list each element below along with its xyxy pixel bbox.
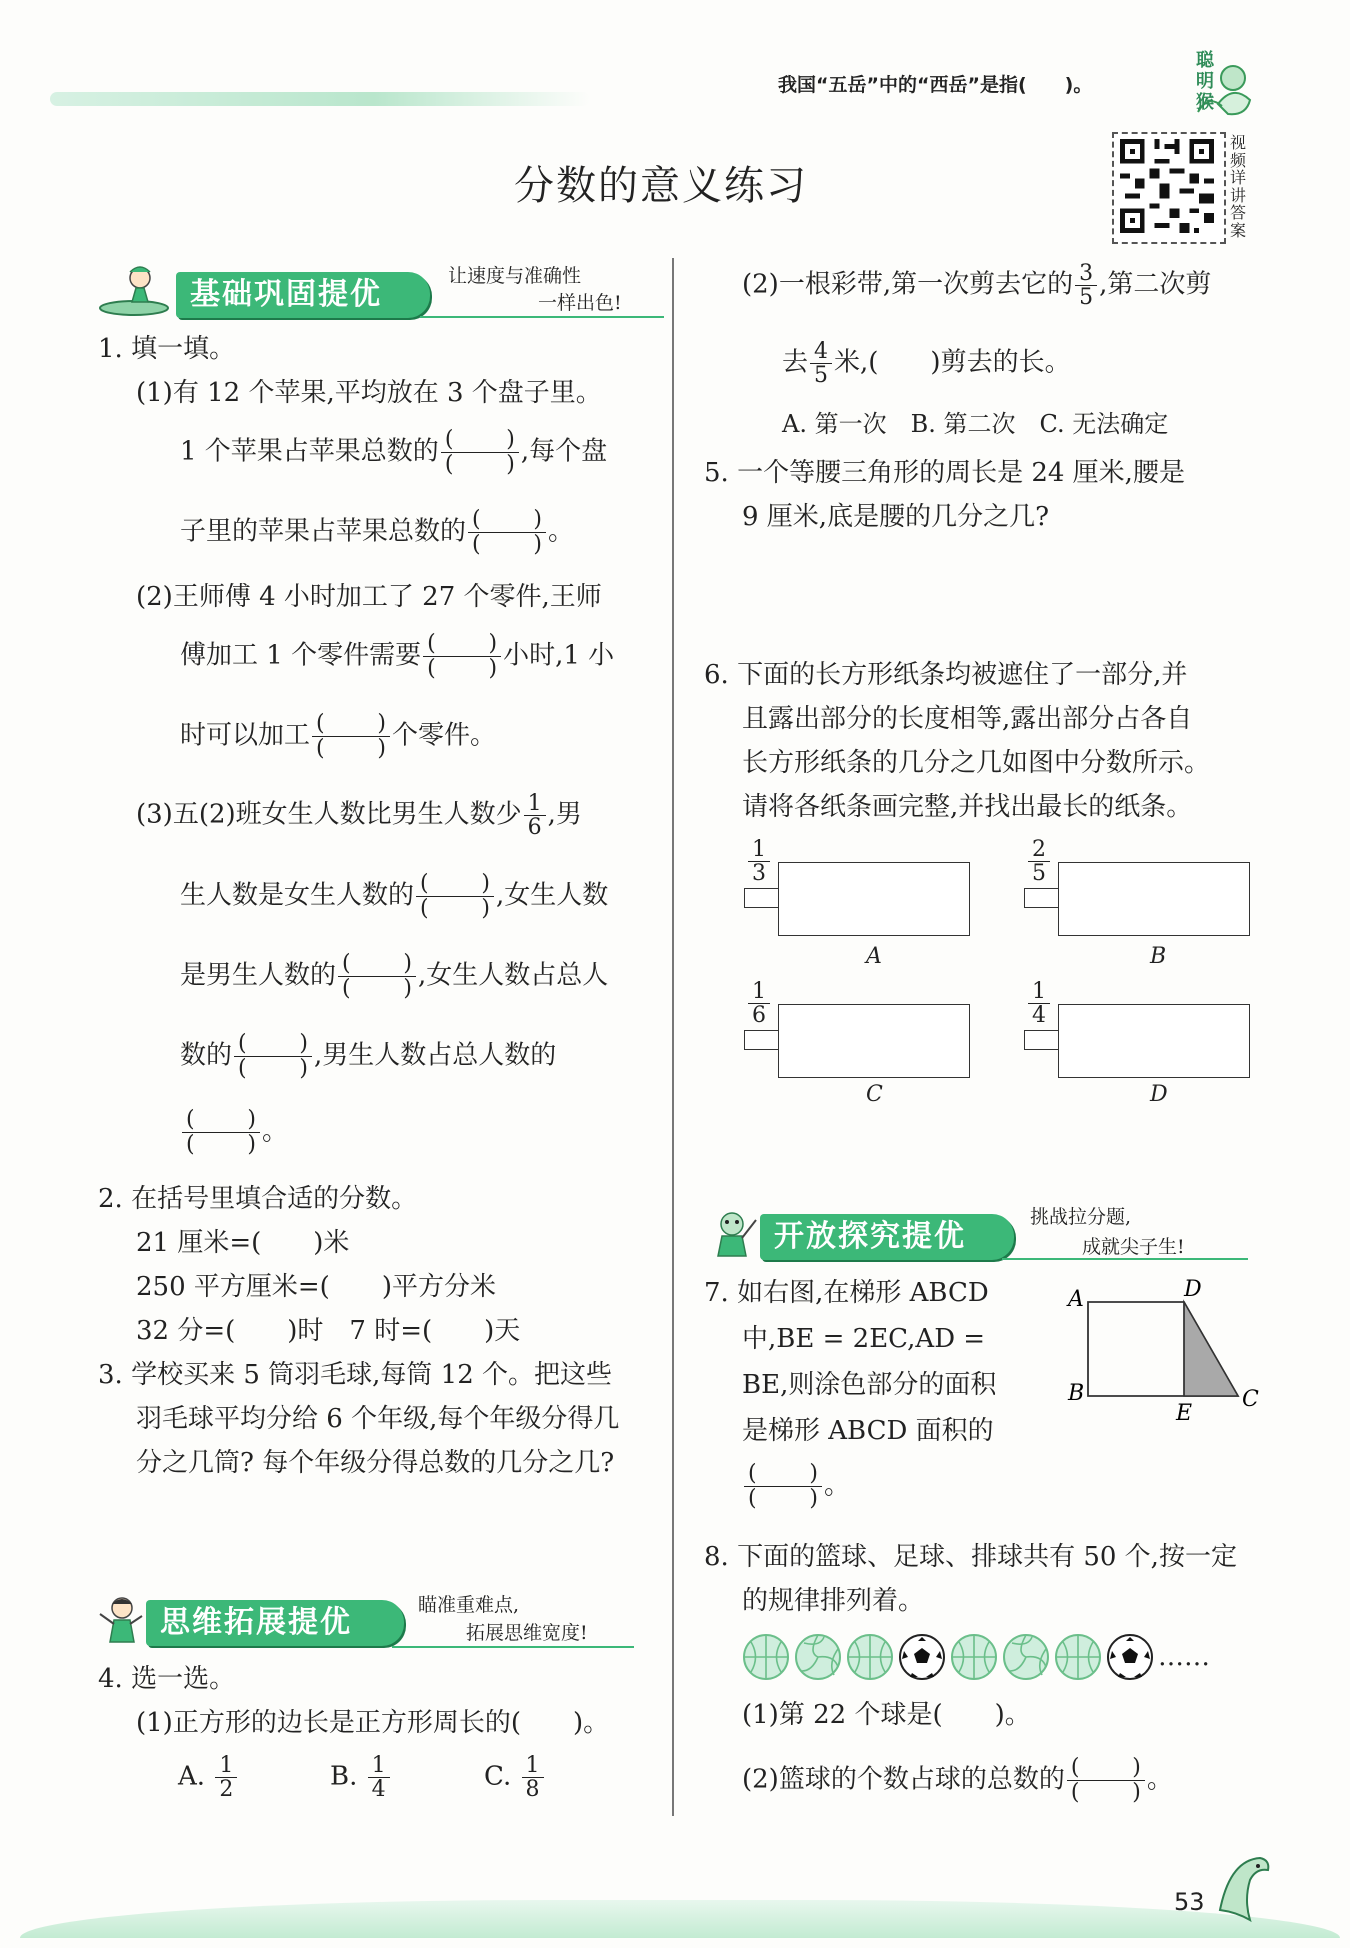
q4-option-a[interactable] <box>178 1754 239 1801</box>
q3-line2: 羽毛球平均分给 6 个年级,每个年级分得几 <box>136 1404 620 1434</box>
q1-part2-line3 <box>180 712 496 761</box>
q6-line1: 6. 下面的长方形纸条均被遮住了一部分,并 <box>704 660 1188 690</box>
answer-fraction-blank[interactable]: ( ) ( ) <box>416 872 494 921</box>
q6-line3: 长方形纸条的几分之几如图中分数所示。 <box>742 748 1211 778</box>
q1-part1-line1: (1)有 12 个苹果,平均放在 3 个盘子里。 <box>136 378 602 408</box>
fraction: $\frac{3}{5}$ <box>1075 262 1097 309</box>
q2-line1: 21 厘米=( )米 <box>136 1228 350 1258</box>
strip-d-cover <box>1058 1004 1250 1078</box>
slogan-thinking-line1: 瞄准重难点, <box>418 1594 520 1616</box>
basketball-icon <box>846 1633 894 1681</box>
text: ,每个盘 <box>520 436 608 467</box>
qr-code[interactable] <box>1112 132 1226 244</box>
skateboard-kid-icon <box>96 262 172 318</box>
slogan-underline <box>420 316 664 318</box>
ball-sequence <box>742 1632 1210 1682</box>
q1-part3-line3 <box>180 952 608 1001</box>
q3-line3: 分之几筒? 每个年级分得总数的几分之几? <box>136 1448 615 1478</box>
text: 时可以加工 <box>180 720 311 751</box>
q1-part1-line2 <box>180 428 607 477</box>
text: 个零件。 <box>392 720 497 751</box>
strip-b-fraction: $\frac{2}{5}$ <box>1028 838 1050 885</box>
q4-title: 4. 选一选。 <box>98 1664 236 1694</box>
text: ,女生人数占总人 <box>418 960 609 991</box>
point-label-a: A <box>1068 1287 1084 1312</box>
answer-fraction-blank[interactable]: ( ) ( ) <box>1067 1756 1145 1805</box>
strip-b-label: B <box>1150 944 1167 969</box>
option-letter: A. <box>178 1761 206 1792</box>
answer-fraction-blank[interactable]: ( ) ( ) <box>182 1108 260 1157</box>
strip-d-label: D <box>1150 1082 1168 1107</box>
option-letter: B. <box>330 1761 358 1792</box>
answer-fraction-blank[interactable]: ( ) ( ) <box>744 1462 822 1511</box>
text: ,男生人数占总人数的 <box>314 1040 557 1071</box>
volleyball-icon <box>1002 1633 1050 1681</box>
strip-a-fraction: $\frac{1}{3}$ <box>748 838 770 885</box>
q5-line2: 9 厘米,底是腰的几分之几? <box>742 502 1050 532</box>
text: 。 <box>548 516 575 547</box>
q1-part2-line2 <box>180 632 614 681</box>
shaded-triangle <box>1184 1302 1238 1396</box>
q4-part2-line1 <box>742 262 1211 309</box>
q2-line3: 32 分=( )时 7 时=( )天 <box>136 1316 521 1346</box>
bottom-band <box>20 1900 1340 1938</box>
slogan-basic-line1: 让速度与准确性 <box>448 265 582 287</box>
basketball-icon <box>1054 1633 1102 1681</box>
section-banner-basic: 基础巩固提优 <box>176 272 430 318</box>
ellipsis: …… <box>1158 1642 1210 1672</box>
text: 小时,1 小 <box>503 640 615 671</box>
strip-c-exposed <box>744 1030 780 1050</box>
q1-part1-line3 <box>180 508 574 557</box>
q2-title: 2. 在括号里填合适的分数。 <box>98 1184 418 1214</box>
q1-part3-line1 <box>136 792 582 839</box>
q4-part2-options[interactable]: A. 第一次 B. 第二次 C. 无法确定 <box>782 410 1169 438</box>
strip-c-cover <box>778 1004 970 1078</box>
strip-a-label: A <box>866 944 882 969</box>
answer-fraction-blank[interactable]: ( ) ( ) <box>441 428 519 477</box>
volleyball-icon <box>794 1633 842 1681</box>
qr-label: 视频详讲答案 <box>1230 133 1247 240</box>
text: 傅加工 1 个零件需要 <box>180 640 422 671</box>
answer-fraction-blank[interactable]: ( ) ( ) <box>468 508 546 557</box>
strip-a-exposed <box>744 888 780 908</box>
fraction: $\frac{1}{4}$ <box>368 1754 390 1801</box>
q7-line2: 中,BE = 2EC,AD = <box>742 1324 986 1354</box>
q4-part2-line2 <box>782 340 1071 387</box>
text: 。 <box>824 1470 851 1501</box>
fraction: $\frac{1}{8}$ <box>522 1754 544 1801</box>
text: ,第二次剪 <box>1099 269 1212 300</box>
q2-line2: 250 平方厘米=( )平方分米 <box>136 1272 496 1302</box>
header-question: 我国“五岳”中的“西岳”是指( )。 <box>778 74 1093 96</box>
slogan-basic-line2: 一样出色! <box>538 292 622 314</box>
frog-kid-icon <box>704 1206 760 1262</box>
option-letter: C. <box>484 1761 512 1792</box>
text: ,男 <box>547 799 582 830</box>
q8-part2 <box>742 1756 1173 1805</box>
trapezoid-diagram <box>1060 1276 1260 1426</box>
q1-part3-line5 <box>180 1108 288 1157</box>
q7-line1: 7. 如右图,在梯形 ABCD <box>704 1278 989 1308</box>
q7-answer <box>742 1462 850 1511</box>
fraction: $\frac{1}{6}$ <box>524 792 546 839</box>
answer-fraction-blank[interactable]: ( ) ( ) <box>338 952 416 1001</box>
text: 数的 <box>180 1040 233 1071</box>
q1-part3-line4 <box>180 1032 556 1081</box>
basketball-icon <box>742 1633 790 1681</box>
strip-c-fraction: $\frac{1}{6}$ <box>748 980 770 1027</box>
text: 是男生人数的 <box>180 960 337 991</box>
q8-part1: (1)第 22 个球是( )。 <box>742 1700 1031 1730</box>
text: 米,( )剪去的长。 <box>834 347 1071 378</box>
point-label-e: E <box>1176 1401 1193 1426</box>
q5-line1: 5. 一个等腰三角形的周长是 24 厘米,腰是 <box>704 458 1185 488</box>
q7-line3: BE,则涂色部分的面积 <box>742 1370 997 1400</box>
cheer-kid-icon <box>96 1594 146 1650</box>
strip-d-exposed <box>1024 1030 1060 1050</box>
q6-line4: 请将各纸条画完整,并找出最长的纸条。 <box>742 792 1193 822</box>
text: (2)一根彩带,第一次剪去它的 <box>742 269 1074 300</box>
fraction: $\frac{1}{2}$ <box>215 1754 237 1801</box>
point-label-c: C <box>1242 1387 1259 1412</box>
text: (2)篮球的个数占球的总数的 <box>742 1764 1065 1795</box>
page-number: 53 <box>1174 1888 1205 1916</box>
soccer-icon <box>1106 1633 1154 1681</box>
dolphin-icon <box>1210 1850 1280 1930</box>
mascot-label: 聪明猴 <box>1196 50 1214 113</box>
q1-part3-line2 <box>180 872 608 921</box>
text: 。 <box>1146 1764 1173 1795</box>
text: (3)五(2)班女生人数比男生人数少 <box>136 799 522 830</box>
slogan-thinking-line2: 拓展思维宽度! <box>466 1622 588 1644</box>
soccer-icon <box>898 1633 946 1681</box>
text: 1 个苹果占苹果总数的 <box>180 436 439 467</box>
q4-option-c[interactable] <box>484 1754 546 1801</box>
slogan-underline <box>392 1646 634 1648</box>
answer-fraction-blank[interactable]: ( ) ( ) <box>312 712 390 761</box>
q4-option-b[interactable] <box>330 1754 392 1801</box>
point-label-d: D <box>1184 1277 1202 1302</box>
strip-c-label: C <box>866 1082 883 1107</box>
section-banner-thinking: 思维拓展提优 <box>146 1600 404 1646</box>
strip-b-cover <box>1058 862 1250 936</box>
text: 子里的苹果占苹果总数的 <box>180 516 467 547</box>
fraction: $\frac{4}{5}$ <box>810 340 832 387</box>
slogan-underline <box>1002 1258 1248 1260</box>
q1-title: 1. 填一填。 <box>98 334 236 364</box>
q4-part1: (1)正方形的边长是正方形周长的( )。 <box>136 1708 610 1738</box>
slogan-open-line2: 成就尖子生! <box>1082 1236 1185 1258</box>
q8-line2: 的规律排列着。 <box>742 1586 925 1616</box>
text: 去 <box>782 347 809 378</box>
basketball-icon <box>950 1633 998 1681</box>
section-banner-open: 开放探究提优 <box>760 1214 1014 1260</box>
text: 。 <box>262 1116 289 1147</box>
q7-line4: 是梯形 ABCD 面积的 <box>742 1416 994 1446</box>
strip-a-cover <box>778 862 970 936</box>
slogan-open-line1: 挑战拉分题, <box>1030 1206 1132 1228</box>
strip-d-fraction: $\frac{1}{4}$ <box>1028 980 1050 1027</box>
q3-line1: 3. 学校买来 5 筒羽毛球,每筒 12 个。把这些 <box>98 1360 613 1390</box>
q1-part2-line1: (2)王师傅 4 小时加工了 27 个零件,王师 <box>136 582 602 612</box>
page-title: 分数的意义练习 <box>514 163 808 209</box>
strip-b-exposed <box>1024 888 1060 908</box>
answer-fraction-blank[interactable]: ( ) ( ) <box>423 632 501 681</box>
text: 生人数是女生人数的 <box>180 880 415 911</box>
text: ,女生人数 <box>496 880 609 911</box>
answer-fraction-blank[interactable]: ( ) ( ) <box>234 1032 312 1081</box>
top-band <box>50 92 590 106</box>
q8-line1: 8. 下面的篮球、足球、排球共有 50 个,按一定 <box>704 1542 1237 1572</box>
point-label-b: B <box>1068 1381 1085 1406</box>
q6-line2: 且露出部分的长度相等,露出部分占各自 <box>742 704 1193 734</box>
column-divider <box>672 258 674 1816</box>
